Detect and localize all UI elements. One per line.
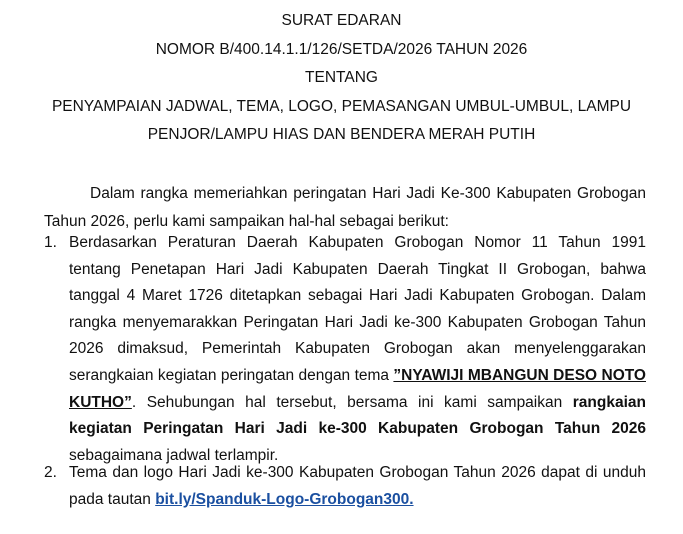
- list-item-number: 2.: [44, 464, 57, 481]
- item-text-part: . Sehubungan hal tersebut, bersama ini kami sampaikan: [131, 393, 573, 411]
- document-subject-line-2: PENJOR/LAMPU HIAS DAN BENDERA MERAH PUTIH: [147, 126, 536, 143]
- document-subject-line-1: PENYAMPAIAN JADWAL, TEMA, LOGO, PEMASANGAN UMBUL-UMBUL, LAMPU: [51, 98, 632, 115]
- list-item-number: 1.: [44, 234, 57, 251]
- list-item-text: [69, 460, 646, 513]
- bold-phrase: rangkaian kegiatan Peringatan Hari Jadi ke-300 Kabupaten Grobogan Tahun 2026: [69, 393, 646, 438]
- item-text-part: Berdasarkan Peraturan Daerah Kabupaten Grobogan Nomor 11 Tahun 1991 tentang Penetapan Hari Jadi Kabupaten Daerah Tingkat II Grobogan, bahwa tanggal 4 Maret 1726 ditetapkan sebagai Hari Jadi Kabupaten Grobogan. Dalam rangka menyemarakkan Peringatan Hari Jadi ke-300 Kabupaten Grobogan Tahun 2026 dimaksud, Pemerintah Kabupaten Grobogan akan menyelenggarakan serangkaian kegiatan peringatan dengan tema: [69, 234, 646, 384]
- document-number: NOMOR B/400.14.1.1/126/SETDA/2026 TAHUN 2026: [155, 41, 528, 58]
- theme-text: ”NYAWIJI MBANGUN DESO NOTO KUTHO”: [69, 366, 646, 411]
- item-text-part: sebagaimana jadwal terlampir.: [69, 446, 279, 464]
- document-title: SURAT EDARAN: [281, 12, 402, 29]
- download-link[interactable]: bit.ly/Spanduk-Logo-Grobogan300.: [155, 490, 414, 508]
- list-item: [44, 230, 646, 469]
- list-item-text: [69, 230, 646, 469]
- document-about-label: TENTANG: [305, 69, 378, 86]
- list-item: [44, 460, 646, 513]
- item-text-part: Tema dan logo Hari Jadi ke-300 Kabupaten Grobogan Tahun 2026 dapat di unduh pada tautan: [69, 464, 646, 508]
- intro-paragraph: Dalam rangka memeriahkan peringatan Hari Jadi Ke-300 Kabupaten Grobogan Tahun 2026, perlu kami sampaikan hal-hal sebagai berikut:: [44, 185, 646, 230]
